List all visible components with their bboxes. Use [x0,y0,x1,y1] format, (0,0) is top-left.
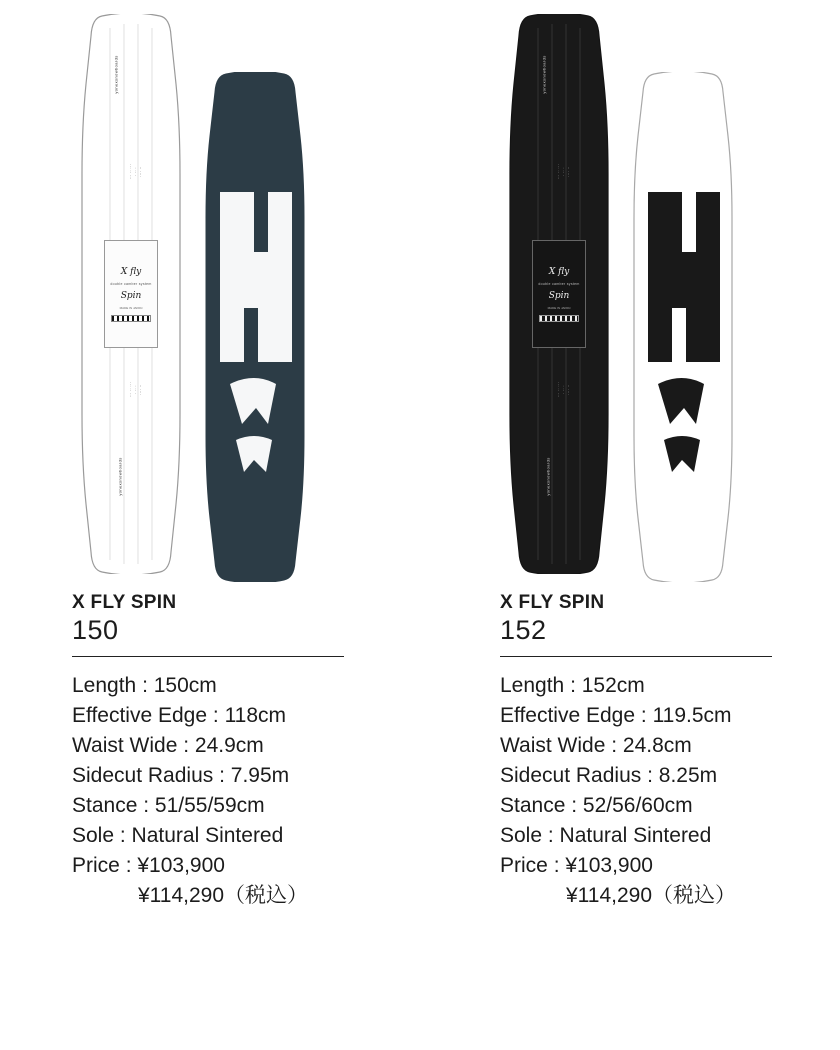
board-image-152 [420,0,840,592]
spec-row-price-150 [72,851,420,881]
spec-row-sidecut-radius-152 [500,761,840,791]
product-card-152 [420,0,840,911]
spec-label: Price [500,853,548,877]
spec-value: 118cm [224,703,287,727]
board-base-shape-150 [196,72,314,582]
spec-value: 51/55/59cm [154,793,265,817]
spec-sep: : [119,853,138,877]
board-spec-plate-150 [104,240,158,348]
deck-spec-marks-lower-150: ··· ·· ··· · ·· · ···· ·· [128,381,143,398]
deck-brand-text-152: yonexsnowboards [541,55,547,94]
spec-row-effective-edge-150 [72,701,420,731]
product-name-152: X FLY SPIN [500,592,605,613]
board-topsheet-152 [500,14,618,574]
spec-row-effective-edge-152 [500,701,840,731]
spec-value: 24.9cm [194,733,264,757]
spec-sep: : [542,823,560,847]
spec-value: 119.5cm [652,703,732,727]
spec-sep: : [213,763,231,787]
spec-value: Natural Sintered [559,823,712,847]
spec-sep: : [564,673,582,697]
board-base-152 [624,72,742,632]
spec-label: Sidecut Radius [500,763,642,787]
spec-value: ¥103,900 [565,853,653,877]
spec-sep: : [635,703,653,727]
plate-subtitle-150: double camber system [110,281,152,286]
spec-sep: : [641,763,659,787]
spec-row-sole-150 [72,821,420,851]
spec-sep: : [136,673,154,697]
spec-label: Sole [72,823,115,847]
plate-rows-152: MADE IN JAPAN [547,305,571,310]
spec-row-waist-wide-150 [72,731,420,761]
spec-row-length-150 [72,671,420,701]
spec-label: Stance [500,793,566,817]
product-size-150: 150 [72,615,119,645]
spec-sep: : [114,823,132,847]
spec-value: 7.95m [230,763,290,787]
spec-label: Length [500,673,565,697]
spec-row-sole-152 [500,821,840,851]
plate-barcode-152 [539,315,579,322]
spec-list-152 [500,671,840,911]
spec-label: Price [72,853,120,877]
spec-label: Sole [500,823,543,847]
deck-spec-marks-upper-152: ··· ·· ··· · ·· · ···· ·· [556,163,571,180]
deck-brand-text-150: yonexsnowboards [113,55,119,94]
spec-value: ¥103,900 [137,853,225,877]
spec-sep: : [605,733,623,757]
spec-row-waist-wide-152 [500,731,840,761]
spec-row-stance-152 [500,791,840,821]
spec-value: 152cm [581,673,645,697]
spec-value: 8.25m [658,763,718,787]
spec-label: Waist Wide [500,733,606,757]
spec-sep: : [565,793,583,817]
plate-model-152: Spin [548,290,570,301]
board-base-150 [196,72,314,632]
board-image-150 [0,0,420,592]
caption-divider-150 [72,656,344,657]
product-card-150 [0,0,420,911]
caption-152 [420,592,840,911]
board-topsheet-150 [72,14,190,574]
deck-brand-text-bottom-152: yonexsnowboards [545,457,551,496]
spec-label: Effective Edge [500,703,636,727]
spec-value: 150cm [153,673,217,697]
spec-value: 24.8cm [622,733,692,757]
spec-sep: : [137,793,155,817]
plate-logo-152: X fly [548,266,570,277]
plate-barcode-150 [111,315,151,322]
deck-spec-marks-upper-150: ··· ·· ··· · ·· · ···· ·· [128,163,143,180]
caption-150 [0,592,420,911]
board-base-shape-152 [624,72,742,582]
spec-label: Sidecut Radius [72,763,214,787]
plate-model-150: Spin [120,290,142,301]
spec-label: Waist Wide [72,733,178,757]
spec-row-length-152 [500,671,840,701]
spec-sep: : [547,853,566,877]
deck-brand-text-bottom-150: yonexsnowboards [117,457,123,496]
plate-logo-150: X fly [120,266,142,277]
spec-row-price-tax-152: ¥114,290（税込） [566,883,737,907]
spec-value: Natural Sintered [131,823,284,847]
spec-label: Effective Edge [72,703,208,727]
spec-list-150 [72,671,420,911]
spec-sep: : [207,703,225,727]
spec-label: Stance [72,793,138,817]
caption-divider-152 [500,656,772,657]
product-name-150: X FLY SPIN [72,592,177,613]
product-size-152: 152 [500,615,547,645]
spec-row-stance-150 [72,791,420,821]
spec-row-price-tax-150: ¥114,290（税込） [138,883,309,907]
spec-label: Length [72,673,137,697]
spec-row-price-152 [500,851,840,881]
plate-subtitle-152: double camber system [538,281,580,286]
spec-value: 52/56/60cm [582,793,693,817]
board-spec-plate-152 [532,240,586,348]
spec-row-sidecut-radius-150 [72,761,420,791]
deck-spec-marks-lower-152: ··· ·· ··· · ·· · ···· ·· [556,381,571,398]
plate-rows-150: MADE IN JAPAN [119,305,143,310]
spec-sep: : [177,733,195,757]
